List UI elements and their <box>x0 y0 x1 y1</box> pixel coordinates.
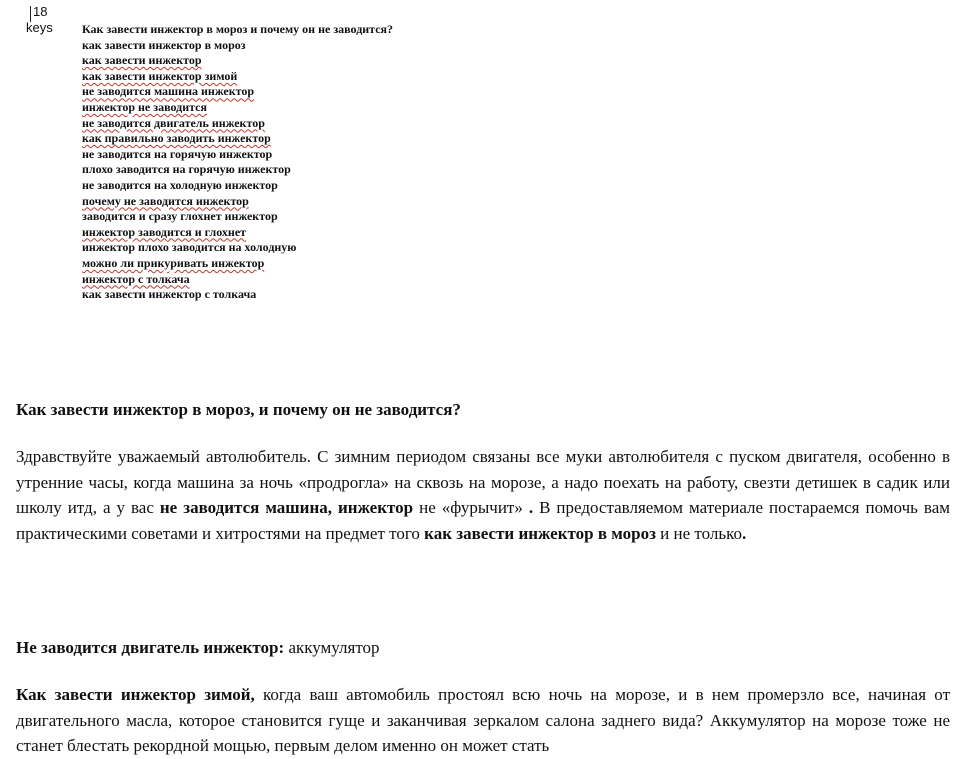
keyword-text: почему не заводится инжектор <box>82 193 249 208</box>
keyword-item <box>82 178 393 194</box>
text-run: не «фурычит» <box>413 498 529 517</box>
keyword-item <box>82 225 393 241</box>
keyword-item <box>82 147 393 163</box>
keyword-item <box>82 194 393 210</box>
bold-run: как завести инжектор в мороз <box>424 523 656 543</box>
text-run: когда ваш автомобиль простоял всю ночь на морозе, и в нем промерзло все, начиная от двигательного масла, которое становится гуще и заканчивая зеркалом салона заднего вида? Аккумулятор на морозе тоже не станет блестать рекордной мощью, первым делом именно он может стать <box>16 685 950 755</box>
keyword-item <box>82 256 393 272</box>
keyword-text: можно ли прикуривать инжектор <box>82 255 265 270</box>
keyword-item <box>82 22 393 38</box>
section-heading-rest: аккумулятор <box>284 638 380 657</box>
keyword-item <box>82 287 393 303</box>
keyword-item <box>82 38 393 54</box>
keyword-text: инжектор не заводится <box>82 99 207 114</box>
text-run: Здравствуйте уважаемый автолюбитель. С зимним периодом связаны все муки автолюбителя с пуском двигателя, особенно в утренние часы, когда машина за ночь «продрогла» на сквозь на морозе, а надо поехать на работу, свезти детишек в садик или школу итд, а у вас <box>16 447 950 517</box>
bold-run: . <box>528 498 534 517</box>
bold-run: не заводится машина, инжектор <box>159 498 414 517</box>
keyword-list <box>82 22 393 303</box>
keyword-text: как завести инжектор с толкача <box>82 287 257 302</box>
keyword-text: как завести инжектор в мороз <box>82 37 246 52</box>
keyword-item <box>82 272 393 288</box>
section-heading <box>16 638 380 658</box>
keyword-text: как правильно заводить инжектор <box>82 131 271 146</box>
text-run: В предоставляемом материале постараемся помочь вам практическими советами и хитростями на предмет того <box>16 498 950 543</box>
keyword-text: не заводится двигатель инжектор <box>82 115 265 130</box>
keyword-item <box>82 131 393 147</box>
bold-run: . <box>742 523 747 543</box>
keyword-text: инжектор заводится и глохнет <box>82 224 247 239</box>
keyword-item <box>82 162 393 178</box>
keyword-text: инжектор плохо заводится на холодную <box>82 240 297 255</box>
keyword-text: не заводится на холодную инжектор <box>82 177 278 192</box>
keyword-item <box>82 116 393 132</box>
key-count: 18 <box>33 4 48 19</box>
keyword-item <box>82 53 393 69</box>
keyword-text: заводится и сразу глохнет инжектор <box>82 209 278 224</box>
section-heading-bold: Не заводится двигатель инжектор: <box>16 638 285 657</box>
keyword-text: как завести инжектор <box>82 53 202 68</box>
key-count-label: keys <box>26 20 53 35</box>
keyword-item <box>82 240 393 256</box>
bold-run: Как завести инжектор зимой, <box>16 685 255 704</box>
keyword-item <box>82 100 393 116</box>
text-run: и не только <box>655 523 743 543</box>
intro-paragraph <box>16 444 950 546</box>
keyword-text: Как завести инжектор в мороз и почему он не заводится? <box>82 22 394 36</box>
keyword-item <box>82 84 393 100</box>
battery-paragraph <box>16 682 950 759</box>
keyword-item <box>82 69 393 85</box>
keyword-item <box>82 209 393 225</box>
article-title: Как завести инжектор в мороз, и почему он не заводится? <box>16 400 461 419</box>
keyword-text: не заводится на горячую инжектор <box>82 146 273 161</box>
keyword-text: как завести инжектор зимой <box>82 68 238 83</box>
keyword-text: не заводится машина инжектор <box>82 84 255 99</box>
keyword-text: плохо заводится на горячую инжектор <box>82 162 291 177</box>
keyword-text: инжектор с толкача <box>82 271 190 286</box>
